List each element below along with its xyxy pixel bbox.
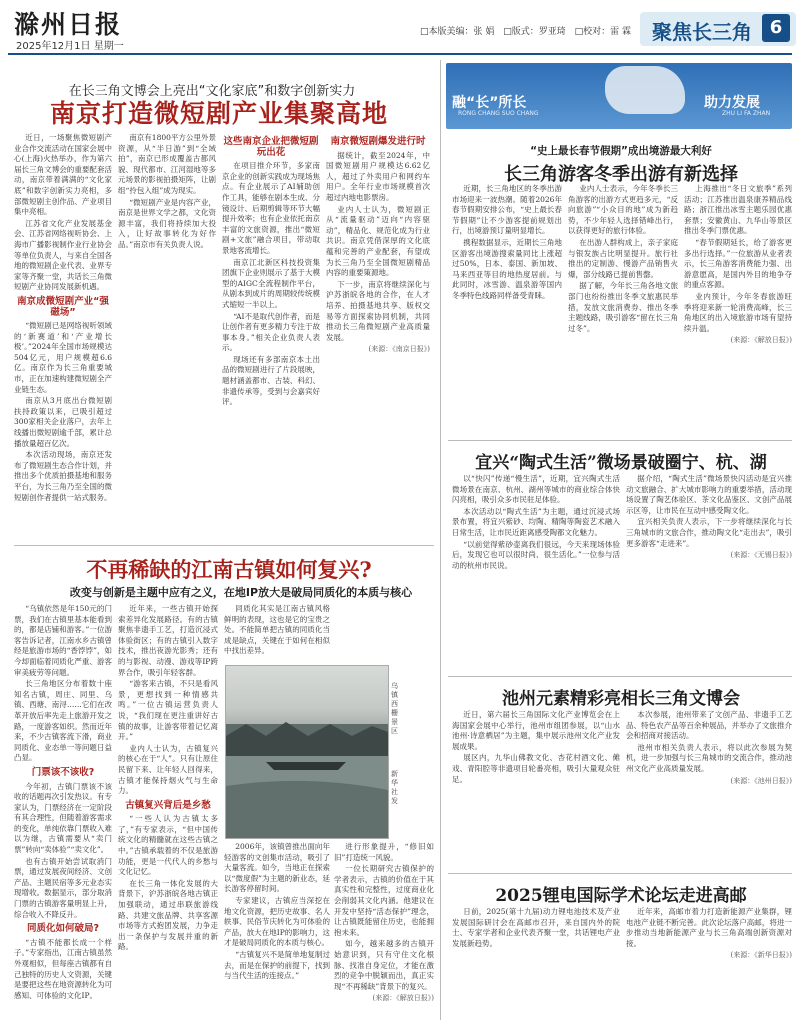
paragraph: 今年初，古镇门票该不该收的话题再次引发热议。有专家认为，门票经济在一定阶段有其合理性，但随着游客需求的变化，单纯依靠门票收入难以为继，古镇需要从“卖门票”转向“卖体验”“卖文化”。 bbox=[14, 781, 112, 855]
paragraph: 业内人士表示，今年冬季长三角游客的出游方式更趋多元，“反向旅游”“小众目的地”成为新趋势，不少年轻人选择错峰出行，以获得更好的旅行体验。 bbox=[568, 184, 678, 236]
paragraph: 业内预计，今年冬春旅游旺季将迎来新一轮消费高峰，长三角地区的出入境旅游市场有望持续升温。 bbox=[684, 291, 792, 333]
article-headline: 池州元素精彩亮相长三角文博会 bbox=[502, 689, 740, 709]
editor-credits bbox=[420, 24, 637, 37]
editor-credit: □版式：罗亚琦 bbox=[503, 27, 566, 37]
divider bbox=[448, 440, 792, 441]
paragraph: “乌镇依然是年150元的门票，我们在古镇里基本能看到的，都是店铺和游客。”一位游客告诉记者，江南水乡古镇曾经是旅游市场的“香饽饽”，如今却面临着同质化严重、游客审美疲劳等问题。 bbox=[14, 604, 112, 677]
article-column bbox=[452, 907, 620, 1019]
article-column bbox=[334, 842, 434, 1020]
masthead-logo: 滁州日报 bbox=[14, 10, 123, 39]
paragraph: “微短剧产业是内容产业，南京是世界文学之都，文化资源丰富，我们将持续加大投入，让好故事转化为好作品。”南京市有关负责人说。 bbox=[118, 197, 216, 249]
article-headline: 宜兴“陶式生活”微场景破圈宁、杭、湖 bbox=[475, 453, 767, 473]
article-column bbox=[14, 133, 112, 529]
article-column bbox=[452, 184, 562, 436]
article-headline: 2025锂电国际学术论坛走进高邮 bbox=[495, 886, 747, 906]
paragraph: “春节假期延长，给了游客更多出行选择。”一位旅游从业者表示，长三角游客消费能力强、出游意愿高，是国内外目的地争夺的重点客源。 bbox=[684, 237, 792, 290]
column-divider bbox=[440, 60, 441, 1020]
section-subheading: 门票该不该收? bbox=[31, 766, 95, 778]
article-column bbox=[626, 474, 792, 670]
article-subtitle: 改变与创新是主题中应有之义，在地IP放大是破局同质化的本质与核心 bbox=[69, 586, 413, 599]
article-headline: 长三角游客冬季出游有新选择 bbox=[504, 164, 738, 185]
paragraph: 业内人士认为，微短剧正从“流量驱动”迈向“内容驱动”，精品化、规范化成为行业共识。南京凭借深厚的文化底蕴和完善的产业配套，有望成为长三角乃至全国微短剧精品内容的重要策源地。 bbox=[326, 204, 430, 278]
town-photo bbox=[225, 665, 389, 839]
article-column bbox=[326, 133, 430, 539]
section-subheading: 古镇复兴背后是乡愁 bbox=[125, 799, 211, 811]
region-map-graphic bbox=[605, 66, 685, 114]
paragraph: 展区内，九华山佛教文化、杏花村酒文化、傩戏、青阳腔等非遗项目轮番亮相，吸引大量观众驻足。 bbox=[452, 753, 620, 784]
paragraph: 近日，一场聚焦微短剧产业合作交流活动在国家会展中心(上海)火热举办，作为第六届长三角文博会的重要配套活动，南京带着满满的“文化家底”和数字创新实力亮相，多部微短剧主创作品、产业项目集中亮相。 bbox=[14, 133, 112, 217]
paragraph: “以前觉得紫砂壶离我们很远，今天来现场体验后，发现它也可以很时尚、很生活化。”一位参与活动的杭州市民说。 bbox=[452, 539, 620, 570]
article-headline: 不再稀缺的江南古镇如何复兴? bbox=[86, 557, 372, 582]
paragraph: 现场还有多部南京本土出品的微短剧进行了片段展映，题材涵盖都市、古装、科幻、非遗传承等，受到与会嘉宾好评。 bbox=[222, 354, 320, 407]
banner-pinyin-right: ZHU LI FA ZHAN bbox=[722, 110, 771, 117]
article-column bbox=[224, 604, 330, 662]
paragraph: 以“快闪”传递“慢生活”，近期，宜兴陶式生活微场景在南京、杭州、湖州等城市的商业综合体快闪亮相，吸引众多市民驻足体验。 bbox=[452, 474, 620, 505]
article-column bbox=[14, 604, 112, 1020]
section-subheading: 南京成微短剧产业“强磁场” bbox=[17, 295, 109, 318]
paragraph: 近年来，高邮市着力打造新能源产业集群，锂电池产业链不断完善。此次论坛落户高邮，将进一步推动当地新能源产业与长三角高端创新资源对接。 bbox=[626, 907, 792, 948]
paragraph: 上海推出“冬日文旅季”系列活动；江苏推出温泉康养精品线路；浙江推出冰雪主题乐园优惠套票；安徽黄山、九华山等景区推出冬季门票优惠。 bbox=[684, 184, 792, 236]
paragraph: 同质化其实是江南古镇风格鲜明的表现，这也是它的宝贵之处。不能简单把古镇的同质化当成是缺点，关键在于如何在相似中找出差异。 bbox=[224, 604, 330, 656]
source-credit: (来源：《解放日报》) bbox=[372, 994, 434, 1003]
source-credit: (来源：《解放日报》) bbox=[730, 336, 792, 345]
paragraph: 本次参展，池州带来了文创产品、非遗手工艺品、特色农产品等百余种展品，并举办了文旅推介会和招商对接活动。 bbox=[626, 710, 792, 741]
section-subheading: 这些南京企业把微短剧玩出花 bbox=[223, 136, 319, 158]
paragraph: 携程数据显示，近期长三角地区游客出境游搜索量同比上涨超过50%，日本、泰国、新加坡、马来西亚等目的地热度居前。与此同时，冰雪游、温泉游等国内冬季特色线路同样备受青睐。 bbox=[452, 237, 562, 300]
paragraph: “游客来古镇，不只是看风景，更想找到一种情感共鸣。”一位古镇运营负责人说，“我们现在更注重讲好古镇的故事，让游客带着记忆离开。” bbox=[118, 679, 218, 742]
paragraph: 近日，第六届长三角国际文化产业博览会在上海国家会展中心举行，池州市组团参展，以“山水池州·诗意栖居”为主题，集中展示池州文化产业发展成果。 bbox=[452, 710, 620, 751]
section-subheading: 南京微短剧爆发进行时 bbox=[330, 136, 426, 147]
paragraph: 据了解，今年长三角各地文旅部门也纷纷推出冬季文旅惠民举措，发放文旅消费券、推出冬季主题线路，吸引游客“留在长三角过冬”。 bbox=[568, 281, 678, 333]
photo-credit: 新华社发 bbox=[391, 770, 398, 805]
paragraph: 据统计，截至2024年，中国微短剧用户规模达6.62亿人，超过了外卖用户和网约车用户。全年行业市场规模首次超过内地电影票房。 bbox=[326, 150, 430, 202]
paragraph: 长三角地区分布着数十座知名古镇，周庄、同里、乌镇、西塘、南浔……它们在改革开放后率先走上旅游开发之路，一度游客如织。然而近年来，不少古镇客流下滑，商业同质化、业态单一等问题日益凸显。 bbox=[14, 679, 112, 763]
paragraph: 近年来，一些古镇开始探索差异化发展路径。有的古镇聚焦非遗手工艺，打造沉浸式体验街区；有的古镇引入数字技术，推出夜游光影秀；还有的与影视、动漫、游戏等IP跨界合作，吸引年轻客群。 bbox=[118, 604, 218, 677]
paragraph: 据介绍，“陶式生活”微场景快闪活动是宜兴推动文旅融合、扩大城市影响力的重要举措，活动现场设置了陶艺体验区、茶文化品鉴区、文创产品展示区等，让市民在互动中感受陶文化。 bbox=[626, 474, 792, 515]
article-column bbox=[224, 842, 330, 1020]
masthead-rule bbox=[8, 53, 792, 55]
paragraph: 本次活动以“陶式生活”为主题，通过沉浸式场景布置，将宜兴紫砂、均陶、精陶等陶瓷艺术融入日常生活，让市民近距离感受陶都文化魅力。 bbox=[452, 506, 620, 537]
article-column bbox=[222, 133, 320, 529]
paragraph: 在出游人群构成上，亲子家庭与银发族占比明显提升。旅行社推出的定制游、慢游产品销售火爆，部分线路已提前售罄。 bbox=[568, 237, 678, 279]
article-column bbox=[568, 184, 678, 436]
paragraph: “微短剧已是网络视听领域的‘新赛道’和‘产业增长极’。”2024年全国市场规模达504亿元，用户规模超6.6亿。南京作为长三角重要城市，正在加速构建微短剧全产业链生态。 bbox=[14, 321, 112, 394]
article-column bbox=[452, 710, 620, 866]
paragraph: 业内人士认为，古镇复兴的核心在于“人”。只有让原住民留下来、让年轻人回得来，古镇才能保持烟火气与生命力。 bbox=[118, 743, 218, 796]
paragraph: 下一步，南京将继续深化与沪苏浙皖各地的合作，在人才培养、拍摄基地共享、版权交易等方面探索协同机制，共同推动长三角微短剧产业高质量发展。 bbox=[326, 279, 430, 342]
paragraph: 南京从3月底出台微短剧扶持政策以来，已吸引超过300家相关企业落户，去年上线播出微短剧逾千部，累计总播放量超百亿次。 bbox=[14, 396, 112, 448]
paragraph: 如今，越来越多的古镇开始意识到，只有守住文化根脉、找准自身定位，才能在激烈的竞争中脱颖而出，真正实现“不再稀缺”背景下的复兴。 bbox=[334, 939, 434, 991]
section-name: 聚焦长三角 bbox=[652, 20, 752, 44]
paragraph: 日前，2025(第十九届)动力锂电池技术及产业发展国际研讨会在高邮市召开，来自国内外的院士、专家学者和企业代表齐聚一堂，共话锂电产业发展新趋势。 bbox=[452, 907, 620, 948]
divider bbox=[448, 873, 792, 874]
page-number: 6 bbox=[762, 14, 790, 42]
divider bbox=[448, 676, 792, 677]
divider bbox=[14, 545, 434, 546]
article-column bbox=[684, 184, 792, 436]
issue-date: 2025年12月1日 星期一 bbox=[16, 41, 124, 52]
editor-credit: □本版美编：张 娟 bbox=[420, 27, 495, 37]
paragraph: 本次活动现场，南京还发布了微短剧生态合作计划，并推出多个优质拍摄基地和服务平台，为长三角乃至全国的微短剧创作者提供一站式服务。 bbox=[14, 450, 112, 502]
paragraph: 南京有1800平方公里外景资源，从“半日游”到“全域拍”，南京已形成覆盖古都风貌、现代都市、江河湿地等多元场景的影视拍摄矩阵，让剧组“拎包入组”成为现实。 bbox=[118, 133, 216, 195]
banner-slogan-right: 助力发展 bbox=[704, 95, 760, 111]
article-kicker: “史上最长春节假期”成出境游最大利好 bbox=[530, 145, 712, 157]
paragraph: 专家建议，古镇应当深挖在地文化资源，把历史故事、名人轶事、民俗节庆转化为可体验的产品，放大在地IP的影响力，这才是破局同质化的本质与核心。 bbox=[224, 895, 330, 948]
article-headline: 南京打造微短剧产业集聚高地 bbox=[49, 99, 388, 128]
paragraph: “一些人认为古镇太多了，”有专家表示，“但中国传统文化的精髓就在这些古镇之中。”古镇承载着的不仅是旅游功能，更是一代代人的乡愁与文化记忆。 bbox=[118, 814, 218, 877]
paragraph: 池州市相关负责人表示，将以此次参展为契机，进一步加强与长三角城市的交流合作，推动池州文化产业高质量发展。 bbox=[626, 742, 792, 773]
paragraph: 在项目推介环节，多家南京企业的创新实践成为现场焦点。有企业展示了AI辅助创作工具，能够在剧本生成、分镜设计、后期剪辑等环节大幅提升效率；也有企业依托南京丰富的文旅资源，推出“微短剧+文旅”融合项目，带动取景地客流增长。 bbox=[222, 161, 320, 255]
paragraph: 也有古镇开始尝试取消门票，通过发展夜间经济、文创产品、主题民宿等多元业态实现增收。数据显示，部分取消门票的古镇游客量明显上升，综合收入不降反升。 bbox=[14, 856, 112, 919]
editor-credit: □校对：雷 霖 bbox=[574, 27, 632, 37]
source-credit: (来源：《新华日报》) bbox=[730, 951, 792, 960]
source-credit: (来源：《南京日报》) bbox=[368, 345, 430, 354]
source-credit: (来源：《池州日报》) bbox=[730, 776, 792, 785]
source-credit: (来源：《无锡日报》) bbox=[730, 551, 792, 560]
article-column bbox=[118, 604, 218, 1020]
paragraph: “古镇不能都长成一个样子。”专家指出，江南古镇虽然外观相似，但每座古镇都有自己独特的历史人文资源，关键是要把这些在地资源转化为可感知、可体验的文化IP。 bbox=[14, 937, 112, 1000]
paragraph: 近期，长三角地区的冬季出游市场迎来一波热潮。随着2026年春节假期安排公布，“史上最长春节假期”让不少游客提前规划出行，出境游预订量明显增长。 bbox=[452, 184, 562, 236]
paragraph: “AI不是取代创作者，而是让创作者有更多精力专注于故事本身。”相关企业负责人表示。 bbox=[222, 311, 320, 353]
article-column bbox=[626, 710, 792, 866]
banner-slogan-left: 融“长”所长 bbox=[452, 95, 527, 111]
article-column bbox=[626, 907, 792, 1019]
paragraph: 江苏省文化产业发展基金会、江苏省网络视听协会、上海市广播影视制作业行业协会等单位负责人，与来自全国各地的微短剧企业代表、业界专家等齐聚一堂，共话长三角微短剧产业协同发展新机遇。 bbox=[14, 218, 112, 292]
paragraph: 一位长期研究古镇保护的学者表示，古镇的价值在于其真实性和完整性，过度商业化会削弱其文化内涵。他建议在开发中坚持“活态保护”理念，让古镇既能留住历史，也能拥抱未来。 bbox=[334, 864, 434, 937]
section-subheading: 同质化如何破局? bbox=[26, 923, 99, 935]
photo-caption: 乌镇西栅景区 bbox=[391, 682, 398, 735]
banner-pinyin-left: RONG CHANG SUO CHANG bbox=[458, 110, 539, 117]
paragraph: 宜兴相关负责人表示，下一步将继续深化与长三角城市的文旅合作，推动陶文化“走出去”，吸引更多游客“走进来”。 bbox=[626, 517, 792, 548]
article-column bbox=[118, 133, 216, 529]
article-column bbox=[452, 474, 620, 670]
paragraph: “古镇复兴不是简单地复制过去，而是在保护的前提下，找到与当代生活的连接点。” bbox=[224, 949, 330, 981]
paragraph: 2006年，该镇曾推出面向年轻游客的文创集市活动，吸引了大量客流。如今，当地正在探索以“微度假”为主题的新业态，延长游客停留时间。 bbox=[224, 842, 330, 894]
paragraph: 进行形象提升，“修旧如旧”打造统一风貌。 bbox=[334, 842, 434, 862]
paragraph: 在长三角一体化发展的大背景下，沪苏浙皖各地古镇正加强联动，通过串联旅游线路、共建文旅品牌、共享客源市场等方式抱团发展，力争走出一条保护与发展并重的新路。 bbox=[118, 878, 218, 952]
paragraph: 南京江北新区科技投资集团旗下企业则展示了基于大模型的AIGC全流程制作平台，从剧本到成片的周期较传统模式缩短一半以上。 bbox=[222, 257, 320, 309]
article-kicker: 在长三角文博会上亮出“文化家底”和数字创新实力 bbox=[68, 84, 356, 99]
